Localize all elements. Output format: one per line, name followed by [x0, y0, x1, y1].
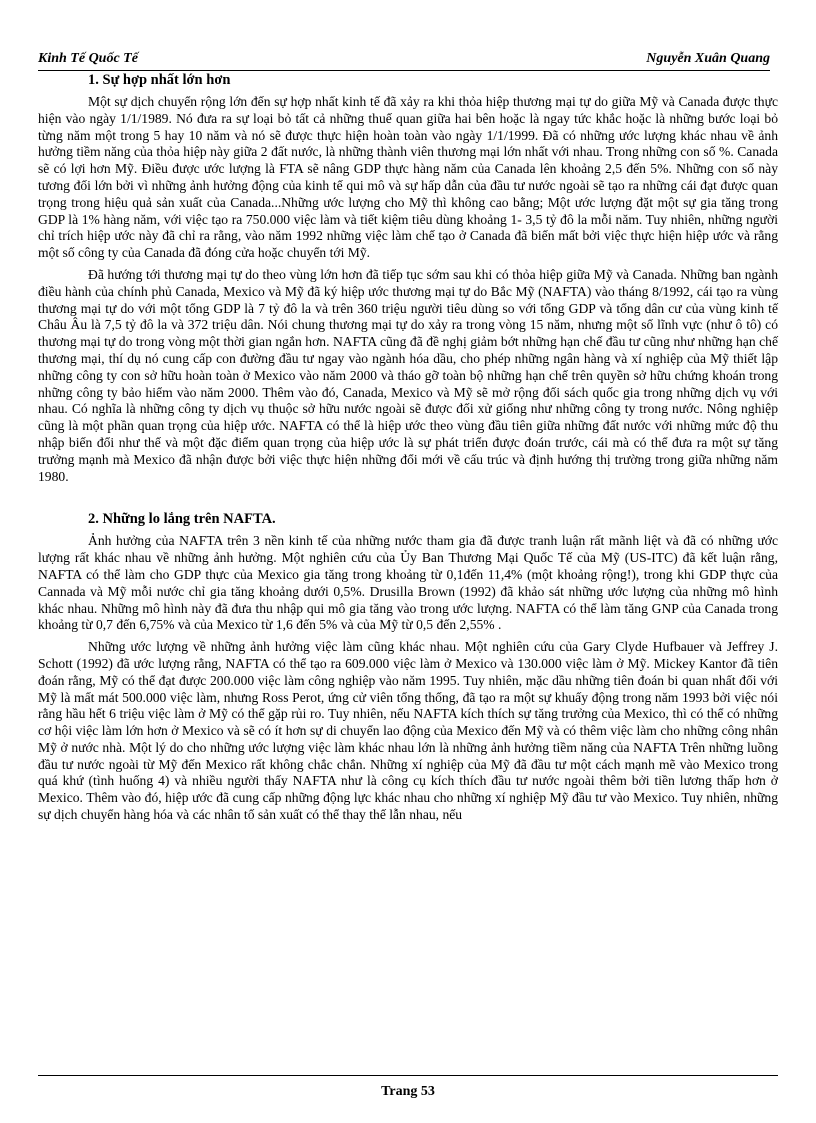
page-header: [38, 50, 770, 71]
header-author: Nguyễn Xuân Quang: [646, 51, 770, 66]
page-number: Trang 53: [381, 1084, 435, 1099]
section-2-paragraph-2: Những ước lượng về những ảnh hưởng việc làm cũng khác nhau. Một nghiên cứu của Gary Clyde Hufbauer và Jeffrey J. Schott (1992) đã ước lượng rằng, NAFTA có thể tạo ra 609.000 việc làm ở Mexico và 130.000 việc làm ở Mỹ. Mickey Kantor đã tiên đoán rằng, Mỹ có thể đạt được 200.000 việc làm công nghiệp vào năm 1995. Tuy nhiên, mặc dầu những tiên đoán bi quan nhất đối với Mỹ là mất mát 500.000 việc làm, nhưng Ross Perot, ứng cử viên tổng thống, đã tạo ra một sự khuấy động trong năm 1993 bởi việc nói rằng hầu hết 6 triệu việc làm ở Mỹ có thể gặp rủi ro. Tuy nhiên, nếu NAFTA kích thích sự tăng trưởng của Mexico, thì có thể có những cơ hội việc làm lớn hơn ở Mexico và sẽ có ít hơn sự di chuyển lao động của Mexico đến Mỹ và có thêm việc làm cho những công nhân Mỹ ở nước nhà. Một lý do cho những ước lượng việc làm khác nhau lớn là những ảnh hưởng tiềm năng của NAFTA Trên những luồng đầu tư nước ngoài từ Mỹ đến Mexico rất không chắc chắn. Những xí nghiệp của Mỹ đã đầu tư một cách mạnh mẽ vào Mexico trong quá khứ (tình huống 4) và nhiều người thấy NAFTA như là công cụ kích thích đầu tư nước ngoài thêm bởi tiền lương thấp hơn ở Mexico. Thêm vào đó, hiệp ước đã cung cấp những động lực khác nhau cho những xí nghiệp Mỹ đầu tư vào Mexico. Tuy nhiên, những sự dịch chuyển hàng hóa và các nhân tố sản xuất có thể thay thế lẫn nhau, nếu: [38, 639, 778, 823]
page-content: [38, 72, 778, 824]
section-2-paragraph-1: Ảnh hưởng của NAFTA trên 3 nền kinh tế của những nước tham gia đã được tranh luận rất mãnh liệt và đã có những ước lượng rất khác nhau về những ảnh hưởng. Một nghiên cứu của Ủy Ban Thương Mại Quốc Tế của Mỹ (US-ITC) đã kết luận rằng, NAFTA có thể làm cho GDP thực của Mexico gia tăng trong khoảng từ 0,1đến 11,4% (một khoảng rộng!), trong khi GDP thực của Cannada và Mỹ mỗi nước chỉ gia tăng khoảng dưới 0,5%. Drusilla Brown (1992) đã khảo sát những ước lượng của những mô hình khác nhau. Những mô hình này đã đưa thu nhập qui mô gia tăng vào trong ước lượng. NAFTA có thể làm tăng GNP của Canada trong khoảng từ 0,7 đến 6,75% và của Mexico từ 1,6 đến 5% và của Mỹ từ 0,5 đến 2,55% .: [38, 533, 778, 633]
section-1-heading: 1. Sự hợp nhất lớn hơn: [88, 72, 231, 88]
section-spacer: [38, 485, 778, 511]
section-1-paragraph-1: Một sự dịch chuyển rộng lớn đến sự hợp nhất kinh tế đã xảy ra khi thỏa hiệp thương mại tự do giữa Mỹ và Canada được thực hiện vào ngày 1/1/1989. Nó đưa ra sự loại bỏ tất cả những thuế quan giữa hai bên hoặc là ngay tức khắc hoặc là những bước loại bỏ từng năm một trong 5 hay 10 năm và nó sẽ được thực hiện hoàn toàn vào ngày 1/1/1999. Đã có những ước lượng khác nhau về ảnh hưởng tiềm năng của thỏa hiệp này giữa 2 đất nước, là những thành viên thương mại lớn nhất với nhau. Trong những con số %. Canada sẽ có lợi hơn Mỹ. Điều được ước lượng là FTA sẽ nâng GDP thực hàng năm của Canada lên khoảng 2,5 đến 5%. Những con số này tương đối lớn bởi vì những ảnh hưởng động của kinh tế qui mô và sự hấp dẫn của đầu tư nước ngoài sẽ tạo ra những cái đạt được quan trọng trong hiệu quả sản xuất của Canada...Những ước lượng cho Mỹ thì không cao bằng; Một ước lượng đặt một sự gia tăng trong GDP là 1% hàng năm, với việc tạo ra 750.000 việc làm và tiết kiệm tiêu dùng khoảng 1- 3,5 tỷ đô la mỗi năm. Tuy nhiên, những người chỉ trích hiệp ước này đã chỉ ra rằng, vào năm 1992 những việc làm chế tạo ở Canada đã biến mất bởi việc thực hiện hiệp ước và rằng một số công ty của Canada đã đóng cửa hoặc chuyển tới Mỹ.: [38, 94, 778, 261]
section-2-heading: 2. Những lo lắng trên NAFTA.: [88, 511, 276, 528]
header-course-title: Kinh Tế Quốc Tế: [38, 51, 138, 66]
section-1-paragraph-2: Đã hướng tới thương mại tự do theo vùng lớn hơn đã tiếp tục sớm sau khi có thỏa hiệp giữa Mỹ và Canada. Những ban ngành điều hành của chính phủ Canada, Mexico và Mỹ đã ký hiệp ước thương mại tự do Bắc Mỹ (NAFTA) vào tháng 8/1992, cái tạo ra vùng thương mại tự do với một tổng GDP là 7 tỷ đô la và trên 360 triệu người tiêu dùng so với tổng GDP và tổng dân cư của vùng kinh tế Châu Âu là 7,5 tỷ đô la và 372 triệu dân. Nói chung thương mại tự do xảy ra trong vòng 15 năm, nhưng một số lĩnh vực (như ô tô) có thương mại tự do trong vòng một thời gian ngắn hơn. NAFTA cũng đã đề nghị giảm bớt những hạn chế đầu tư cũng như những hạn chế thương mại, thí dụ nó cung cấp con đường đầu tư ngay vào ngành hóa dầu, cho phép những ngân hàng và xí nghiệp của Mỹ thiết lập những công ty con sở hữu hoàn toàn ở Mexico vào năm 2000 và tháo gỡ toàn bộ những hạn chế trên quyền sở hữu chứng khoán trong những công ty bảo hiểm vào năm 2000. Thêm vào đó, Canada, Mexico và Mỹ sẽ mở rộng đối sách quốc gia trong những dịch vụ với nhau. Có nghĩa là những công ty dịch vụ thuộc sở hữu nước ngoài sẽ được đối xử giống như những công ty trong nước. Nông nghiệp cũng là một phần quan trọng của hiệp ước. NAFTA có thể là hiệp ước theo vùng đầu tiên giữa những đất nước với những mức độ thu nhập biến đổi như thế và một đặc điểm quan trọng của hiệp ước là sự phát triển được đoán trước, cái mà có thể đưa ra một sự tăng trưởng mạnh mà Mexico đã nhận được bởi việc thực hiện những đổi mới về cấu trúc và định hướng thị trường trong giữa những năm 1980.: [38, 266, 778, 484]
page-footer: [38, 1075, 778, 1100]
